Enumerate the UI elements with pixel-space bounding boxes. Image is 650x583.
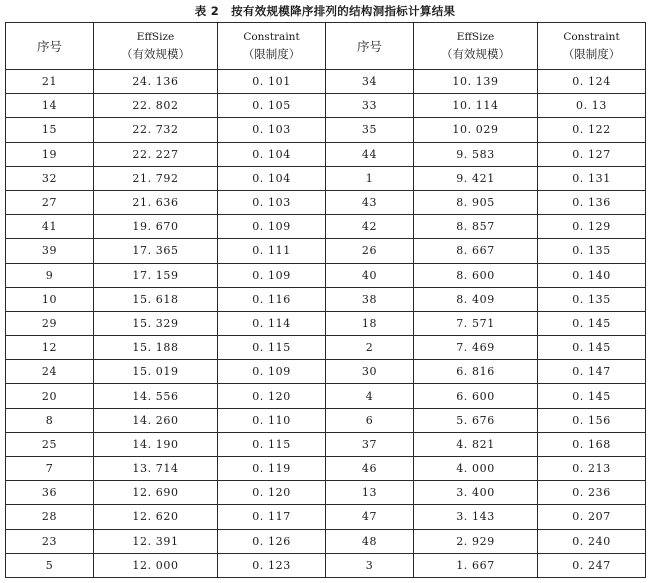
header-index-left	[6, 23, 94, 70]
constraint-cell: 0. 109	[218, 263, 326, 287]
effsize-cell: 22. 732	[94, 118, 218, 142]
effsize-cell: 8. 667	[414, 239, 538, 263]
results-table	[5, 22, 646, 578]
table-row	[6, 384, 646, 408]
effsize-cell: 8. 857	[414, 215, 538, 239]
table-row	[6, 311, 646, 335]
constraint-cell: 0. 117	[218, 505, 326, 529]
effsize-cell: 14. 260	[94, 408, 218, 432]
index-cell: 42	[326, 215, 414, 239]
effsize-cell: 22. 802	[94, 94, 218, 118]
index-cell: 24	[6, 360, 94, 384]
constraint-cell: 0. 135	[538, 239, 646, 263]
index-cell: 5	[6, 553, 94, 577]
constraint-cell: 0. 136	[538, 190, 646, 214]
effsize-cell: 4. 821	[414, 432, 538, 456]
effsize-cell: 9. 421	[414, 166, 538, 190]
effsize-cell: 13. 714	[94, 457, 218, 481]
index-cell: 15	[6, 118, 94, 142]
effsize-cell: 12. 690	[94, 481, 218, 505]
effsize-cell: 8. 409	[414, 287, 538, 311]
table-row	[6, 70, 646, 94]
header-effsize-en: EffSize	[456, 31, 495, 43]
constraint-cell: 0. 114	[218, 311, 326, 335]
effsize-cell: 10. 139	[414, 70, 538, 94]
table-row	[6, 94, 646, 118]
constraint-cell: 0. 116	[218, 287, 326, 311]
index-cell: 26	[326, 239, 414, 263]
constraint-cell: 0. 101	[218, 70, 326, 94]
constraint-cell: 0. 131	[538, 166, 646, 190]
constraint-cell: 0. 103	[218, 118, 326, 142]
table-row	[6, 215, 646, 239]
constraint-cell: 0. 120	[218, 481, 326, 505]
effsize-cell: 7. 571	[414, 311, 538, 335]
index-cell: 23	[6, 529, 94, 553]
effsize-cell: 6. 600	[414, 384, 538, 408]
constraint-cell: 0. 123	[218, 553, 326, 577]
header-effsize-cn: （有效规模）	[441, 47, 510, 61]
index-cell: 34	[326, 70, 414, 94]
header-index-right	[326, 23, 414, 70]
index-cell: 33	[326, 94, 414, 118]
constraint-cell: 0. 103	[218, 190, 326, 214]
effsize-cell: 12. 391	[94, 529, 218, 553]
table-row	[6, 190, 646, 214]
index-cell: 39	[6, 239, 94, 263]
header-effsize-cn: （有效规模）	[121, 47, 190, 61]
index-cell: 9	[6, 263, 94, 287]
effsize-cell: 21. 636	[94, 190, 218, 214]
effsize-cell: 24. 136	[94, 70, 218, 94]
constraint-cell: 0. 247	[538, 553, 646, 577]
effsize-cell: 14. 190	[94, 432, 218, 456]
constraint-cell: 0. 147	[538, 360, 646, 384]
effsize-cell: 12. 000	[94, 553, 218, 577]
header-index-label: 序号	[36, 38, 62, 54]
constraint-cell: 0. 122	[538, 118, 646, 142]
constraint-cell: 0. 120	[218, 384, 326, 408]
header-constraint-right	[538, 23, 646, 70]
header-constraint-cn: （限制度）	[562, 47, 621, 61]
table-caption	[0, 3, 650, 19]
table-row	[6, 360, 646, 384]
header-constraint-cn: （限制度）	[242, 47, 301, 61]
header-effsize-right	[414, 23, 538, 70]
effsize-cell: 17. 159	[94, 263, 218, 287]
table-row	[6, 166, 646, 190]
constraint-cell: 0. 145	[538, 336, 646, 360]
constraint-cell: 0. 207	[538, 505, 646, 529]
index-cell: 46	[326, 457, 414, 481]
index-cell: 2	[326, 336, 414, 360]
index-cell: 38	[326, 287, 414, 311]
index-cell: 32	[6, 166, 94, 190]
constraint-cell: 0. 104	[218, 142, 326, 166]
table-row	[6, 287, 646, 311]
constraint-cell: 0. 13	[538, 94, 646, 118]
table-row	[6, 336, 646, 360]
index-cell: 28	[6, 505, 94, 529]
index-cell: 12	[6, 336, 94, 360]
effsize-cell: 15. 618	[94, 287, 218, 311]
constraint-cell: 0. 129	[538, 215, 646, 239]
index-cell: 8	[6, 408, 94, 432]
constraint-cell: 0. 115	[218, 432, 326, 456]
constraint-cell: 0. 156	[538, 408, 646, 432]
header-index-label: 序号	[356, 38, 382, 54]
effsize-cell: 15. 019	[94, 360, 218, 384]
table-row	[6, 408, 646, 432]
effsize-cell: 9. 583	[414, 142, 538, 166]
effsize-cell: 10. 114	[414, 94, 538, 118]
constraint-cell: 0. 124	[538, 70, 646, 94]
header-constraint-en: Constraint	[243, 31, 300, 43]
effsize-cell: 6. 816	[414, 360, 538, 384]
constraint-cell: 0. 104	[218, 166, 326, 190]
constraint-cell: 0. 236	[538, 481, 646, 505]
index-cell: 1	[326, 166, 414, 190]
index-cell: 25	[6, 432, 94, 456]
index-cell: 40	[326, 263, 414, 287]
constraint-cell: 0. 111	[218, 239, 326, 263]
effsize-cell: 4. 000	[414, 457, 538, 481]
index-cell: 44	[326, 142, 414, 166]
constraint-cell: 0. 140	[538, 263, 646, 287]
constraint-cell: 0. 126	[218, 529, 326, 553]
table-row	[6, 457, 646, 481]
table-row	[6, 239, 646, 263]
table-number: 表 2	[194, 4, 220, 18]
constraint-cell: 0. 110	[218, 408, 326, 432]
constraint-cell: 0. 109	[218, 215, 326, 239]
effsize-cell: 21. 792	[94, 166, 218, 190]
table-row	[6, 529, 646, 553]
index-cell: 13	[326, 481, 414, 505]
constraint-cell: 0. 135	[538, 287, 646, 311]
constraint-cell: 0. 127	[538, 142, 646, 166]
effsize-cell: 17. 365	[94, 239, 218, 263]
constraint-cell: 0. 240	[538, 529, 646, 553]
index-cell: 35	[326, 118, 414, 142]
constraint-cell: 0. 105	[218, 94, 326, 118]
header-constraint-en: Constraint	[563, 31, 620, 43]
index-cell: 36	[6, 481, 94, 505]
index-cell: 3	[326, 553, 414, 577]
index-cell: 21	[6, 70, 94, 94]
index-cell: 4	[326, 384, 414, 408]
table-title: 按有效规模降序排列的结构洞指标计算结果	[231, 4, 456, 18]
effsize-cell: 5. 676	[414, 408, 538, 432]
index-cell: 6	[326, 408, 414, 432]
effsize-cell: 12. 620	[94, 505, 218, 529]
effsize-cell: 19. 670	[94, 215, 218, 239]
effsize-cell: 10. 029	[414, 118, 538, 142]
effsize-cell: 2. 929	[414, 529, 538, 553]
constraint-cell: 0. 145	[538, 384, 646, 408]
index-cell: 30	[326, 360, 414, 384]
constraint-cell: 0. 145	[538, 311, 646, 335]
table-row	[6, 432, 646, 456]
constraint-cell: 0. 119	[218, 457, 326, 481]
index-cell: 29	[6, 311, 94, 335]
index-cell: 10	[6, 287, 94, 311]
table-body	[6, 70, 646, 578]
effsize-cell: 8. 905	[414, 190, 538, 214]
effsize-cell: 3. 400	[414, 481, 538, 505]
index-cell: 14	[6, 94, 94, 118]
table-row	[6, 553, 646, 577]
index-cell: 37	[326, 432, 414, 456]
index-cell: 43	[326, 190, 414, 214]
index-cell: 27	[6, 190, 94, 214]
effsize-cell: 3. 143	[414, 505, 538, 529]
index-cell: 19	[6, 142, 94, 166]
effsize-cell: 7. 469	[414, 336, 538, 360]
effsize-cell: 15. 188	[94, 336, 218, 360]
index-cell: 20	[6, 384, 94, 408]
index-cell: 18	[326, 311, 414, 335]
constraint-cell: 0. 115	[218, 336, 326, 360]
header-effsize-en: EffSize	[136, 31, 175, 43]
constraint-cell: 0. 168	[538, 432, 646, 456]
table-row	[6, 481, 646, 505]
header-effsize-left	[94, 23, 218, 70]
table-row	[6, 142, 646, 166]
effsize-cell: 15. 329	[94, 311, 218, 335]
header-constraint-left	[218, 23, 326, 70]
index-cell: 48	[326, 529, 414, 553]
table-row	[6, 263, 646, 287]
constraint-cell: 0. 109	[218, 360, 326, 384]
effsize-cell: 22. 227	[94, 142, 218, 166]
effsize-cell: 1. 667	[414, 553, 538, 577]
index-cell: 41	[6, 215, 94, 239]
effsize-cell: 14. 556	[94, 384, 218, 408]
index-cell: 7	[6, 457, 94, 481]
table-header	[6, 23, 646, 70]
constraint-cell: 0. 213	[538, 457, 646, 481]
table-row	[6, 118, 646, 142]
table-row	[6, 505, 646, 529]
index-cell: 47	[326, 505, 414, 529]
effsize-cell: 8. 600	[414, 263, 538, 287]
header-row	[6, 23, 646, 70]
